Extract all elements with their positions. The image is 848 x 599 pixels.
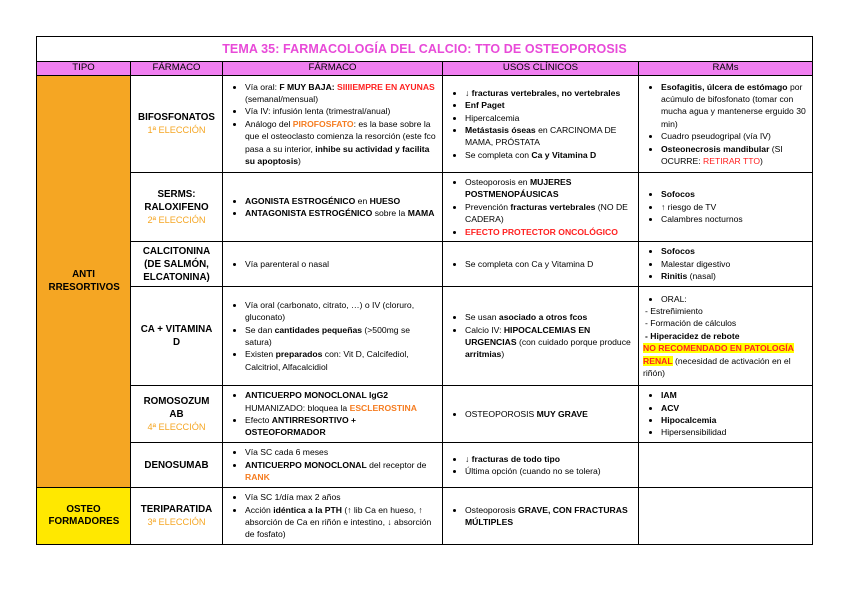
list-item: • Esofagitis, úlcera de estómago por acúmulo de bifosfonato (tomar con mucha agua y mantenerse erguido 30 min) (661, 81, 808, 131)
list-item: • Cuadro pseudogripal (vía IV) (661, 130, 808, 142)
list-item: • ACV (661, 402, 808, 414)
drug-name: ROMOSOZUMAB (143, 395, 210, 420)
list-item: • Sofocos (661, 188, 808, 200)
group-label: OSTEO FORMADORES (48, 503, 120, 527)
farmaco-cell (223, 173, 443, 242)
farmaco-cell (223, 488, 443, 545)
drug-bifosfonatos (131, 76, 223, 173)
list-item: • ↓ fracturas vertebrales, no vertebrales (465, 87, 634, 99)
table-row (37, 76, 813, 173)
farmaco-cell (223, 443, 443, 488)
list-item: - Hiperacidez de rebote (645, 330, 808, 342)
table-row (37, 386, 813, 443)
eleccion-label: 4ª ELECCIÓN (147, 421, 206, 432)
drug-romosozumab (131, 386, 223, 443)
list-item: • Última opción (cuando no se tolera) (465, 465, 634, 477)
list-item: • Metástasis óseas en CARCINOMA DE MAMA, PRÓSTATA (465, 124, 634, 149)
osteoporosis-table (36, 36, 813, 545)
list-item: • Calcio IV: HIPOCALCEMIAS EN URGENCIAS (con cuidado porque produce arritmias) (465, 324, 634, 361)
usos-cell (443, 488, 639, 545)
list-item: • Hipercalcemia (465, 112, 634, 124)
list-item: • Existen preparados con: Vit D, Calcifediol, Calcitriol, Alfacalcidiol (245, 348, 438, 373)
usos-cell (443, 173, 639, 242)
rams-cell (639, 287, 813, 386)
list-item: • IAM (661, 389, 808, 401)
list-item: • ↑ riesgo de TV (661, 201, 808, 213)
table-row (37, 443, 813, 488)
eleccion-label: 3ª ELECCIÓN (147, 517, 206, 527)
rams-cell (639, 76, 813, 173)
eleccion-label: 2ª ELECCIÓN (147, 214, 206, 225)
group-osteoformadores (37, 488, 131, 545)
rams-cell (639, 443, 813, 488)
list-item: • Hipersensibilidad (661, 426, 808, 438)
drug-name: CA + VITAMINA D (140, 324, 213, 348)
warning-note: NO RECOMENDADO EN PATOLOGÍA RENAL (necesidad de activación en el riñón) (643, 343, 794, 379)
farmaco-cell (223, 242, 443, 287)
list-item: • Sofocos (661, 245, 808, 257)
drug-denosumab (131, 443, 223, 488)
list-item: • Osteoporosis en MUJERES POSTMENOPÁUSICAS (465, 176, 634, 201)
usos-cell (443, 386, 639, 443)
rams-cell (639, 242, 813, 287)
rams-cell (639, 386, 813, 443)
list-item: • Se dan cantidades pequeñas (>500mg se satura) (245, 324, 438, 349)
list-item: • Vía oral (carbonato, citrato, …) o IV (cloruro, gluconato) (245, 299, 438, 324)
header-tipo: TIPO (37, 62, 131, 76)
usos-cell (443, 443, 639, 488)
list-item: • Osteonecrosis mandibular (SI OCURRE: RETIRAR TTO) (661, 143, 808, 168)
list-item: • Vía SC 1/día max 2 años (245, 491, 438, 503)
table-row (37, 488, 813, 545)
list-item: • ANTICUERPO MONOCLONAL IgG2 HUMANIZADO: bloquea la ESCLEROSTINA (245, 389, 438, 414)
group-antiresortivos (37, 76, 131, 488)
list-item: • Hipocalcemia (661, 414, 808, 426)
list-item: • AGONISTA ESTROGÉNICO en HUESO (245, 195, 438, 207)
list-item: • Acción idéntica a la PTH (↑ lib Ca en hueso, ↑ absorción de Ca en riñón e intestino, ↓ absorción de fosfato) (245, 504, 438, 541)
usos-cell (443, 242, 639, 287)
list-item: • Osteoporosis GRAVE, CON FRACTURAS MÚLTIPLES (465, 504, 634, 529)
farmaco-cell (223, 76, 443, 173)
farmaco-cell (223, 386, 443, 443)
drug-name: TERIPARATIDA (140, 504, 213, 515)
list-item: • Vía IV: infusión lenta (trimestral/anual) (245, 105, 438, 117)
rams-cell (639, 173, 813, 242)
eleccion-label: 1ª ELECCIÓN (147, 125, 206, 135)
list-item: • Calambres nocturnos (661, 213, 808, 225)
list-item: • Vía SC cada 6 meses (245, 446, 438, 458)
drug-name: BIFOSFONATOS (138, 112, 215, 123)
drug-serms (131, 173, 223, 242)
list-item: • Se completa con Ca y Vitamina D (465, 258, 634, 270)
list-item: • Vía oral: F MUY BAJA: SIIIIEMPRE EN AYUNAS (semanal/mensual) (245, 81, 438, 106)
list-item: • Se usan asociado a otros fcos (465, 311, 634, 323)
group-label: ANTI RRESORTIVOS (48, 269, 120, 293)
list-item: • ANTAGONISTA ESTROGÉNICO sobre la MAMA (245, 207, 438, 219)
list-item: - Estreñimiento (645, 305, 808, 317)
list-item: • Se completa con Ca y Vitamina D (465, 149, 634, 161)
list-item: • Prevención fracturas vertebrales (NO DE CADERA) (465, 201, 634, 226)
list-item: - Formación de cálculos (645, 317, 808, 329)
drug-name: SERMS: RALOXIFENO (144, 188, 209, 213)
list-item: • ORAL: (661, 293, 808, 305)
list-item: • Enf Paget (465, 99, 634, 111)
usos-cell (443, 287, 639, 386)
drug-name: CALCITONINA (DE SALMÓN, ELCATONINA) (142, 245, 211, 283)
drug-name: DENOSUMAB (144, 459, 209, 471)
list-item: • Análogo del PIROFOSFATO: es la base sobre la que el osteoclasto comienza la resorción (este fco pasa a su interior, inhibe su actividad y facilita su apoptosis) (245, 118, 438, 168)
list-item: • Rinitis (nasal) (661, 270, 808, 282)
list-item: • EFECTO PROTECTOR ONCOLÓGICO (465, 226, 634, 238)
drug-calcitonina (131, 242, 223, 287)
header-rams: RAMs (639, 62, 813, 76)
header-farmaco-detalle: FÁRMACO (223, 62, 443, 76)
header-usos: USOS CLÍNICOS (443, 62, 639, 76)
list-item: • Malestar digestivo (661, 258, 808, 270)
list-item: • ↓ fracturas de todo tipo (465, 453, 634, 465)
table-row (37, 173, 813, 242)
list-item: • OSTEOPOROSIS MUY GRAVE (465, 408, 634, 420)
table-row (37, 242, 813, 287)
table-row (37, 287, 813, 386)
drug-ca-vitamina-d (131, 287, 223, 386)
farmaco-cell (223, 287, 443, 386)
list-item: • ANTICUERPO MONOCLONAL del receptor de RANK (245, 459, 438, 484)
usos-cell (443, 76, 639, 173)
list-item: • Efecto ANTIRRESORTIVO + OSTEOFORMADOR (245, 414, 438, 439)
rams-cell (639, 488, 813, 545)
list-item: • Vía parenteral o nasal (245, 258, 438, 270)
drug-teriparatida (131, 488, 223, 545)
page-title: TEMA 35: FARMACOLOGÍA DEL CALCIO: TTO DE OSTEOPOROSIS (37, 37, 813, 62)
header-farmaco: FÁRMACO (131, 62, 223, 76)
